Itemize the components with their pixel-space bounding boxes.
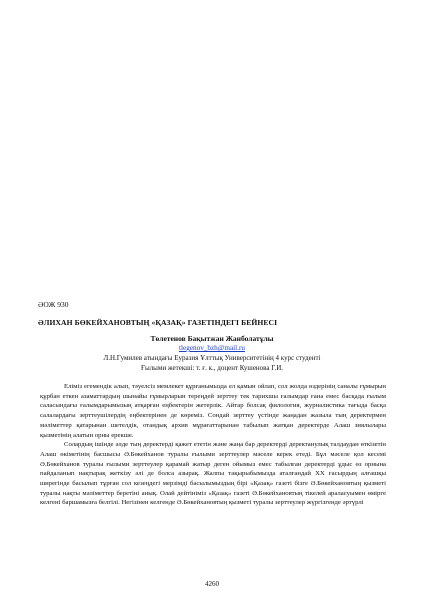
article-title: ӘЛИХАН БӨКЕЙХАНОВТЫҢ «ҚАЗАҚ» ГАЗЕТІНДЕГІ БЕЙНЕСІ	[38, 318, 278, 327]
article-body	[40, 382, 386, 508]
body-paragraph: Еліміз егемендік алып, тәуелсіз мемлекет құрғанымызда ел қамын ойлап, сол жолда өздерінің саналы ғұмырын құрбан еткен азаматтардың шынайы ғұмырларын тереңдей зерттеу тек тарихшы ғалымдар ғана емес басқада ғылым саласындағы ғалымдарымызың атқарған еңбектерін жетерлік. Айтар болсақ филология, журналистика тағыда басқа салалардағы зерттеушілердің еңбектерінен де көреміз. Сондай зерттеу үстінде жаңадан жазыла тың деректермен мәліметтер қатарынан шетелдік, отандық архив мұрағаттарынан табылып жатқан деректерде Алаш зиялылары қызметінің алатын орны ерекше.	[40, 383, 386, 439]
author-email-link[interactable]: tlegenov_bzh@mail.ru	[179, 344, 245, 352]
author-name: Төлетенов Бақытжан Жанболатұлы	[150, 334, 274, 343]
scientific-supervisor: Ғылыми жетекші: т. ғ. к., доцент Кушенова Г.И.	[140, 364, 284, 372]
body-paragraph: Солардың ішінде әлде тың деректерді қажет ететін және жаңа бар деректерді деректанулық талдаудан өткізетін Алаш өкіметінің басшысы Ә.Бөкейханов туралы ғылыми зерттеулер мәселе керек етеді. Бұл мәселе қол кесемі Ә.Бөкейханов туралы ғылыми зерттеулер қарамай жатыр деген ойымыз емес табылған деректерді ұдыс өз орнына пайдаланып нақтырақ жеткізу әлі де болса азырақ. Жалпы тақырыбымызда аталғандай ХХ ғасырдың алғашқы ширегінде басылып тұрған сол кезеңдегі мерзімді басылымыздың бірі «Қазақ» газеті бізге Ә.Бөкейхановтың қызметі туралы нақты мәліметтер беретіні анық. Олай дейтініміз «Қазақ» газеті Ә.Бөкейхановтың тікелей араласуымен өмірге келгені баршамызға белгілі. Негізінен келгенде Ә.Бөкейхановтың қызметі туралы зерттеулер жүргізгенде әртүрлі	[40, 441, 386, 507]
author-affiliation: Л.Н.Гумилев атындағы Еуразия Ұлттық Университетінің 4 курс студенті	[103, 354, 321, 362]
udc-code: ӘОЖ 930	[38, 300, 69, 309]
page-number: 4260	[205, 580, 219, 588]
